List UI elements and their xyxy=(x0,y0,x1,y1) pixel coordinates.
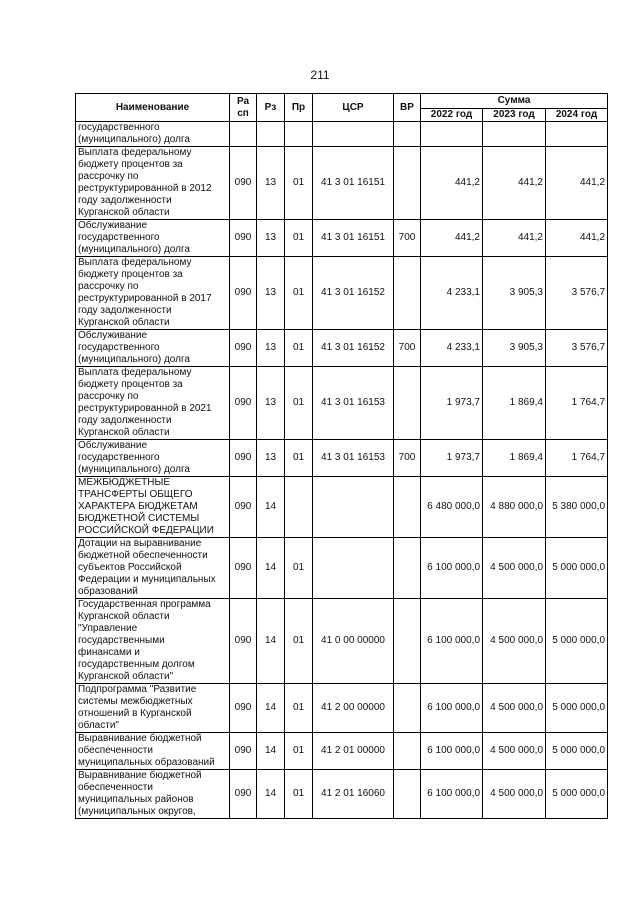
table-row xyxy=(76,367,608,440)
cell-name: Обслуживание государственного (муниципального) долга xyxy=(76,330,230,367)
cell-rasp: 090 xyxy=(230,367,257,440)
header-year-2022: 2022 год xyxy=(421,109,483,122)
cell-pr: 01 xyxy=(285,684,313,733)
table-row xyxy=(76,147,608,220)
cell-rz xyxy=(257,122,285,147)
cell-rasp xyxy=(230,122,257,147)
cell-y2023: 3 905,3 xyxy=(483,257,546,330)
header-sum: Сумма xyxy=(421,94,608,109)
cell-y2024: 5 000 000,0 xyxy=(546,599,608,684)
cell-y2023: 4 880 000,0 xyxy=(483,477,546,538)
table-body xyxy=(76,122,608,819)
cell-vr xyxy=(394,538,421,599)
cell-pr: 01 xyxy=(285,330,313,367)
cell-rasp: 090 xyxy=(230,599,257,684)
table-row xyxy=(76,122,608,147)
cell-csr xyxy=(313,122,394,147)
cell-y2022: 6 100 000,0 xyxy=(421,599,483,684)
cell-y2024: 441,2 xyxy=(546,147,608,220)
cell-csr: 41 3 01 16151 xyxy=(313,220,394,257)
cell-pr xyxy=(285,477,313,538)
cell-rasp: 090 xyxy=(230,220,257,257)
cell-name: Выравнивание бюджетной обеспеченности муниципальных районов (муниципальных округов, xyxy=(76,770,230,819)
cell-vr xyxy=(394,599,421,684)
cell-y2023: 3 905,3 xyxy=(483,330,546,367)
cell-pr: 01 xyxy=(285,220,313,257)
cell-y2024: 5 000 000,0 xyxy=(546,538,608,599)
cell-pr: 01 xyxy=(285,147,313,220)
cell-vr xyxy=(394,147,421,220)
cell-pr: 01 xyxy=(285,538,313,599)
cell-y2023 xyxy=(483,122,546,147)
cell-name: Выплата федеральному бюджету процентов за рассрочку по реструктурированной в 2017 году задолженности Курганской области xyxy=(76,257,230,330)
cell-y2022: 6 100 000,0 xyxy=(421,733,483,770)
table-row xyxy=(76,440,608,477)
cell-vr xyxy=(394,733,421,770)
header-csr: ЦСР xyxy=(313,94,394,122)
cell-y2024: 441,2 xyxy=(546,220,608,257)
cell-y2022: 441,2 xyxy=(421,147,483,220)
cell-csr: 41 3 01 16153 xyxy=(313,440,394,477)
cell-rasp: 090 xyxy=(230,147,257,220)
cell-y2024: 1 764,7 xyxy=(546,367,608,440)
cell-name: государственного (муниципального) долга xyxy=(76,122,230,147)
cell-rasp: 090 xyxy=(230,330,257,367)
table-row xyxy=(76,220,608,257)
cell-csr: 41 2 01 00000 xyxy=(313,733,394,770)
cell-vr xyxy=(394,122,421,147)
cell-rz: 14 xyxy=(257,477,285,538)
cell-y2023: 441,2 xyxy=(483,147,546,220)
table-row xyxy=(76,599,608,684)
cell-pr: 01 xyxy=(285,770,313,819)
cell-rz: 14 xyxy=(257,599,285,684)
cell-y2023: 441,2 xyxy=(483,220,546,257)
cell-y2024: 5 000 000,0 xyxy=(546,684,608,733)
cell-y2023: 4 500 000,0 xyxy=(483,770,546,819)
cell-vr: 700 xyxy=(394,220,421,257)
cell-csr: 41 3 01 16153 xyxy=(313,367,394,440)
cell-vr xyxy=(394,770,421,819)
cell-name: Подпрограмма "Развитие системы межбюджетных отношений в Курганской области" xyxy=(76,684,230,733)
cell-rasp: 090 xyxy=(230,770,257,819)
cell-vr: 700 xyxy=(394,330,421,367)
cell-csr: 41 2 01 16060 xyxy=(313,770,394,819)
cell-y2022 xyxy=(421,122,483,147)
cell-y2022: 1 973,7 xyxy=(421,367,483,440)
cell-vr: 700 xyxy=(394,440,421,477)
cell-name: Выплата федеральному бюджету процентов за рассрочку по реструктурированной в 2012 году задолженности Курганской области xyxy=(76,147,230,220)
cell-name: Выравнивание бюджетной обеспеченности муниципальных образований xyxy=(76,733,230,770)
cell-rz: 13 xyxy=(257,367,285,440)
cell-rasp: 090 xyxy=(230,440,257,477)
header-pr: Пр xyxy=(285,94,313,122)
cell-rz: 13 xyxy=(257,220,285,257)
cell-y2023: 1 869,4 xyxy=(483,367,546,440)
cell-rz: 13 xyxy=(257,257,285,330)
cell-csr: 41 3 01 16152 xyxy=(313,330,394,367)
header-rasp: Ра сп xyxy=(230,94,257,122)
cell-vr xyxy=(394,367,421,440)
cell-pr: 01 xyxy=(285,367,313,440)
cell-rz: 14 xyxy=(257,770,285,819)
cell-y2022: 6 480 000,0 xyxy=(421,477,483,538)
cell-y2022: 4 233,1 xyxy=(421,330,483,367)
cell-y2022: 6 100 000,0 xyxy=(421,684,483,733)
header-year-2023: 2023 год xyxy=(483,109,546,122)
cell-rasp: 090 xyxy=(230,477,257,538)
cell-rz: 14 xyxy=(257,538,285,599)
page-number: 211 xyxy=(310,68,330,82)
cell-rasp: 090 xyxy=(230,733,257,770)
cell-vr xyxy=(394,257,421,330)
cell-pr: 01 xyxy=(285,599,313,684)
cell-rz: 13 xyxy=(257,147,285,220)
cell-y2024: 5 000 000,0 xyxy=(546,770,608,819)
cell-y2024: 5 380 000,0 xyxy=(546,477,608,538)
cell-pr: 01 xyxy=(285,257,313,330)
cell-name: Обслуживание государственного (муниципального) долга xyxy=(76,440,230,477)
cell-name: Обслуживание государственного (муниципального) долга xyxy=(76,220,230,257)
cell-y2022: 6 100 000,0 xyxy=(421,770,483,819)
cell-y2022: 1 973,7 xyxy=(421,440,483,477)
table-row xyxy=(76,684,608,733)
cell-y2023: 4 500 000,0 xyxy=(483,538,546,599)
cell-y2023: 1 869,4 xyxy=(483,440,546,477)
cell-pr xyxy=(285,122,313,147)
table-row xyxy=(76,770,608,819)
cell-rasp: 090 xyxy=(230,538,257,599)
cell-y2024: 3 576,7 xyxy=(546,330,608,367)
table-row xyxy=(76,538,608,599)
table-row xyxy=(76,330,608,367)
cell-y2024 xyxy=(546,122,608,147)
cell-csr xyxy=(313,477,394,538)
header-year-2024: 2024 год xyxy=(546,109,608,122)
cell-csr: 41 0 00 00000 xyxy=(313,599,394,684)
cell-name: Выплата федеральному бюджету процентов за рассрочку по реструктурированной в 2021 году задолженности Курганской области xyxy=(76,367,230,440)
cell-rz: 14 xyxy=(257,684,285,733)
cell-rz: 13 xyxy=(257,440,285,477)
cell-y2022: 441,2 xyxy=(421,220,483,257)
cell-vr xyxy=(394,684,421,733)
cell-pr: 01 xyxy=(285,733,313,770)
table-row xyxy=(76,477,608,538)
cell-rasp: 090 xyxy=(230,684,257,733)
table-row xyxy=(76,733,608,770)
cell-y2023: 4 500 000,0 xyxy=(483,599,546,684)
cell-y2023: 4 500 000,0 xyxy=(483,684,546,733)
cell-csr xyxy=(313,538,394,599)
cell-vr xyxy=(394,477,421,538)
cell-pr: 01 xyxy=(285,440,313,477)
cell-name: Дотации на выравнивание бюджетной обеспеченности субъектов Российской Федерации и муниципальных образований xyxy=(76,538,230,599)
cell-name: Государственная программа Курганской области "Управление государственными финансами и государственным долгом Курганской области" xyxy=(76,599,230,684)
cell-y2022: 4 233,1 xyxy=(421,257,483,330)
cell-y2022: 6 100 000,0 xyxy=(421,538,483,599)
cell-y2024: 3 576,7 xyxy=(546,257,608,330)
cell-rz: 13 xyxy=(257,330,285,367)
cell-y2024: 5 000 000,0 xyxy=(546,733,608,770)
budget-table xyxy=(75,93,608,819)
header-rz: Рз xyxy=(257,94,285,122)
header-vr: ВР xyxy=(394,94,421,122)
cell-name: МЕЖБЮДЖЕТНЫЕ ТРАНСФЕРТЫ ОБЩЕГО ХАРАКТЕРА БЮДЖЕТАМ БЮДЖЕТНОЙ СИСТЕМЫ РОССИЙСКОЙ ФЕДЕРАЦИИ xyxy=(76,477,230,538)
cell-csr: 41 3 01 16151 xyxy=(313,147,394,220)
cell-csr: 41 3 01 16152 xyxy=(313,257,394,330)
cell-csr: 41 2 00 00000 xyxy=(313,684,394,733)
header-row xyxy=(76,94,608,109)
cell-y2023: 4 500 000,0 xyxy=(483,733,546,770)
table-row xyxy=(76,257,608,330)
cell-rz: 14 xyxy=(257,733,285,770)
cell-rasp: 090 xyxy=(230,257,257,330)
header-name: Наименование xyxy=(76,94,230,122)
cell-y2024: 1 764,7 xyxy=(546,440,608,477)
